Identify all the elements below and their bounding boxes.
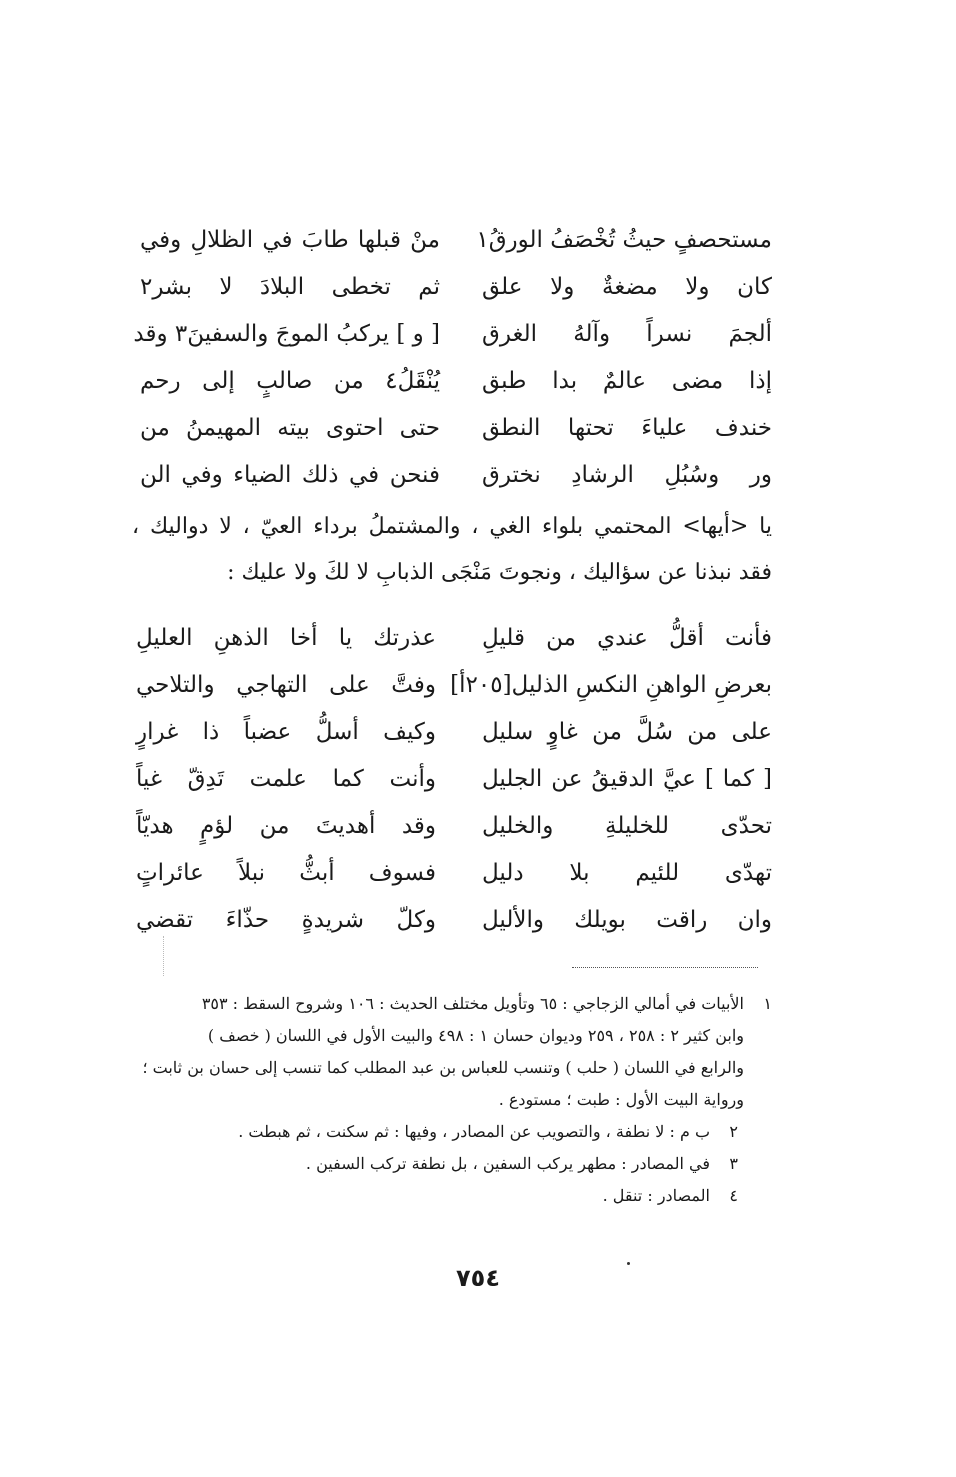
- prose-line: فقد نبذنا عن سؤاليك ، ونجوتَ مَنْجَى الذبابِ لا لكَ ولا عليك :: [227, 560, 772, 585]
- verse-first-hemistich: عذرتك يا أخا الذهنِ العليلِ: [136, 625, 436, 651]
- verse: [0, 359, 956, 403]
- verse-first-hemistich: وكلّ شريدةٍ حذّاءَ تقضي: [136, 907, 436, 933]
- footnote-line: [132, 988, 772, 1020]
- verse: [0, 312, 956, 356]
- scan-mark: [163, 936, 165, 976]
- verse: [0, 453, 956, 497]
- verse-second-hemistich: فأنت أقلُّ عندي من قليلِ: [482, 625, 772, 651]
- scan-speck: [627, 1262, 630, 1265]
- verse-first-hemistich: يُنْقَلُ٤ من صالبٍ إلى رحم: [140, 368, 440, 394]
- verse: [0, 265, 956, 309]
- verse: [0, 757, 956, 801]
- verse-second-hemistich: بعرضِ الواهنِ النكسِ الذليل[٢٠٥أ]: [450, 672, 772, 698]
- verse-first-hemistich: ثم تخطى البلادَ لا بشر٢: [140, 274, 440, 300]
- verse-second-hemistich: [ كما ] عيَّ الدقيقُ عن الجليل: [482, 766, 772, 792]
- prose-paragraph: [132, 504, 772, 596]
- verse-second-hemistich: كان ولا مضغةٌ ولا علق: [482, 274, 772, 300]
- verse-second-hemistich: تهدّى للئيم بلا دليل: [482, 860, 772, 886]
- verse-second-hemistich: وان راقت بويلك والأليل: [482, 907, 772, 933]
- verse-second-hemistich: تحدّى للخليلةِ والخليل: [482, 813, 772, 839]
- footnote-line: [132, 1148, 772, 1180]
- footnote-line: [132, 1180, 772, 1212]
- verse-second-hemistich: إذا مضى عالمٌ بدا طبق: [482, 368, 772, 394]
- verse: [0, 406, 956, 450]
- verse-second-hemistich: على من سُلَّ من غاوٍ سليل: [482, 719, 772, 745]
- footnote-text: ب م : لا نطفة ، والتصويب عن المصادر ، وفيها : ثم سكنت ، ثم هبطت .: [238, 1122, 710, 1141]
- footnote-text: المصادر : تنقل .: [602, 1186, 710, 1205]
- verse-first-hemistich: وكيف أسلُّ عضباً ذا غرارٍ: [136, 719, 436, 745]
- footnote-number: ٣: [729, 1154, 738, 1173]
- verse: [0, 663, 956, 707]
- verse-first-hemistich: فنحن في ذلك الضياء وفي الن: [140, 462, 440, 488]
- verse-second-hemistich: مستحصفٍ حيثُ تُخْصَفُ الورقُ١: [476, 227, 772, 253]
- verse-second-hemistich: خندف علياءَ تحتها النطق: [482, 415, 772, 441]
- footnote-number: ٤: [729, 1186, 738, 1205]
- verse-second-hemistich: ألجمَ نسراً وآلهُ الغرق: [482, 321, 772, 347]
- verse: [0, 616, 956, 660]
- footnotes: [132, 988, 772, 1212]
- footnote-number: ٢: [729, 1122, 738, 1141]
- verse-first-hemistich: فسوف أبثُّ نبلاً عائراتٍ: [136, 860, 436, 886]
- footnote-line: [132, 1116, 772, 1148]
- verse: [0, 851, 956, 895]
- verse-first-hemistich: وأنت كما علمت تَدِقّ غياً: [136, 766, 436, 792]
- footnote-text: في المصادر : مطهر يركب السفين ، بل نطفة تركب السفين .: [305, 1154, 710, 1173]
- page-number: ٧٥٤: [456, 1264, 500, 1292]
- verse: [0, 710, 956, 754]
- footnote-line: ورواية البيت الأول : طبت ؛ مستودع .: [498, 1090, 744, 1109]
- footnote-line: والرابع في اللسان ( حلب ) وتنسب للعباس بن عبد المطلب كما تنسب إلى حسان بن ثابت ؛: [142, 1058, 744, 1077]
- footnote-line: وابن كثير ٢ : ٢٥٨ ، ٢٥٩ وديوان حسان ١ : ٤٩٨ والبيت الأول في اللسان ( خصف ): [207, 1026, 744, 1045]
- verse: [0, 898, 956, 942]
- verse-second-hemistich: ور وسُبُلِ الرشادِ نخترق: [482, 462, 772, 488]
- footnote-divider: [572, 967, 758, 968]
- verse-first-hemistich: منْ قبلها طابَ في الظلالِ وفي: [140, 227, 440, 253]
- verse: [0, 804, 956, 848]
- verse: [0, 218, 956, 262]
- prose-line: يا <أيها> المحتمي بلواء الغي ، والمشتملُ برداء العيّ ، لا دواليك ،: [132, 514, 772, 539]
- verse-first-hemistich: وفتَّ على التهاجي والتلاحي: [136, 672, 436, 698]
- verse-first-hemistich: حتى احتوى بيته المهيمنُ من: [140, 415, 440, 441]
- footnote-text: الأبيات في أمالي الزجاجي : ٦٥ وتأويل مختلف الحديث : ١٠٦ وشروح السقط : ٣٥٣: [201, 994, 744, 1013]
- verse-first-hemistich: [ و ] يركبُ الموجَ والسفينَ٣ وقد: [133, 321, 440, 347]
- footnote-number: ١: [763, 994, 772, 1013]
- verse-first-hemistich: وقد أهديتَ من لؤمٍ هديّاً: [136, 813, 436, 839]
